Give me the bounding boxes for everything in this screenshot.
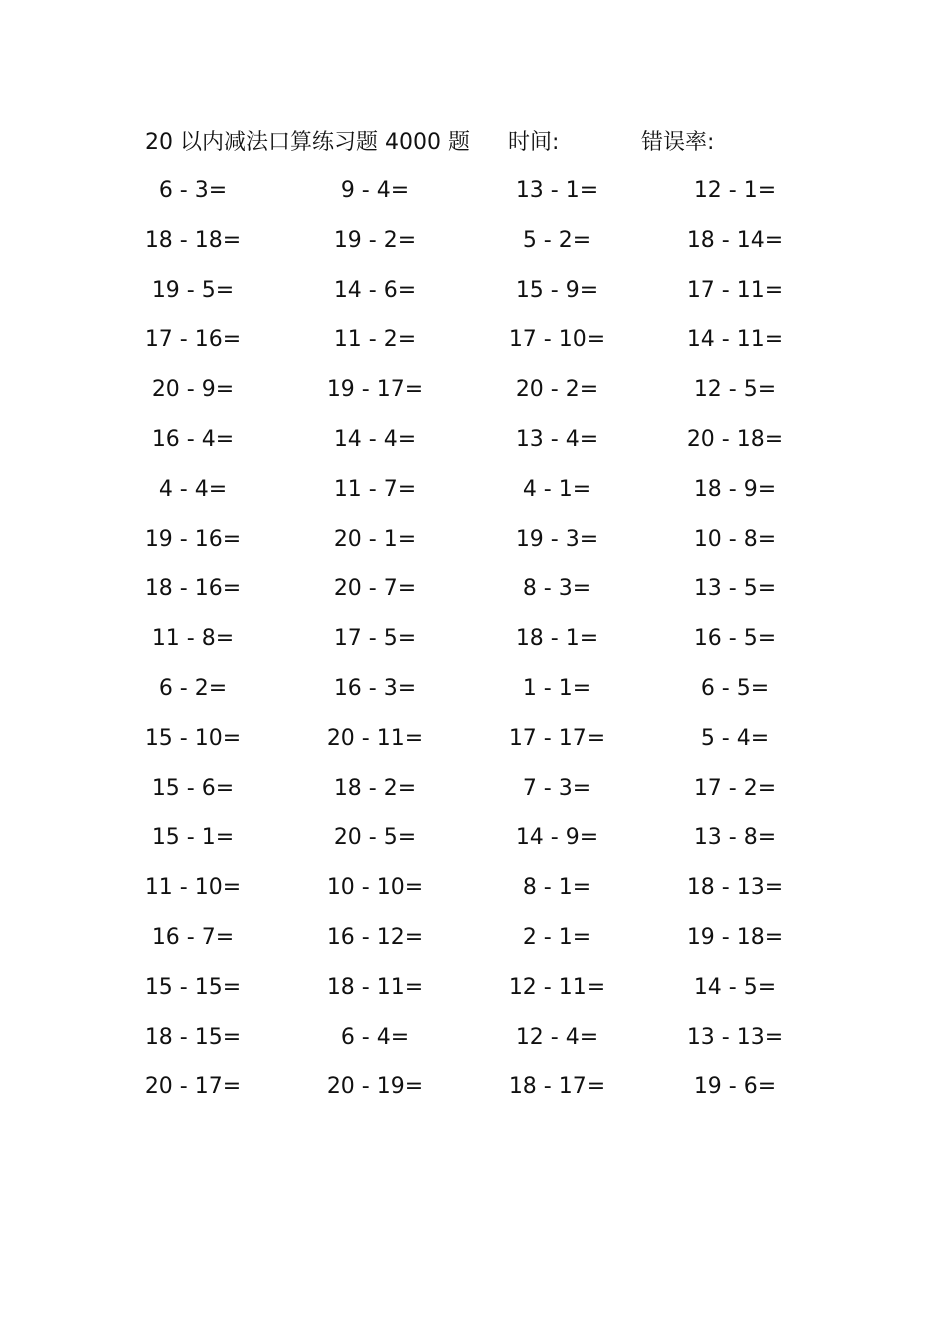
problem-cell: 18 - 14= [686,227,784,253]
problem-cell: 4 - 1= [522,476,592,502]
problem-cell: 11 - 10= [144,875,242,901]
problem-row [0,819,950,869]
problem-cell: 18 - 18= [144,227,242,253]
problem-row [0,1068,950,1118]
problem-row [0,969,950,1019]
problem-row [0,371,950,421]
problem-cell: 17 - 5= [333,626,417,652]
problem-row [0,869,950,919]
problem-cell: 20 - 9= [151,377,235,403]
problem-row [0,222,950,272]
problem-cell: 11 - 7= [333,476,417,502]
problem-cell: 14 - 6= [333,277,417,303]
problem-cell: 14 - 11= [686,327,784,353]
problem-cell: 2 - 1= [522,924,592,950]
error-rate-label: 错误率: [641,130,715,155]
problem-cell: 6 - 5= [700,675,770,701]
problem-cell: 6 - 3= [158,178,228,203]
problem-cell: 12 - 5= [693,377,777,403]
problem-cell: 14 - 4= [333,426,417,452]
problem-cell: 20 - 18= [686,426,784,452]
problem-cell: 18 - 1= [515,626,599,652]
problem-row [0,471,950,521]
problem-grid [0,172,950,1118]
problem-cell: 19 - 6= [693,1074,777,1100]
problem-cell: 13 - 8= [693,825,777,851]
problem-cell: 20 - 2= [515,377,599,403]
problem-cell: 1 - 1= [522,675,592,701]
problem-cell: 12 - 4= [515,1024,599,1050]
problem-cell: 17 - 17= [508,725,606,751]
problem-row [0,720,950,770]
problem-cell: 8 - 1= [522,875,592,901]
problem-cell: 11 - 2= [333,327,417,353]
problem-cell: 5 - 4= [700,725,770,751]
problem-cell: 19 - 16= [144,526,242,552]
problem-row [0,172,950,222]
problem-cell: 20 - 17= [144,1074,242,1100]
problem-cell: 18 - 15= [144,1024,242,1050]
problem-cell: 15 - 1= [151,825,235,851]
problem-cell: 19 - 3= [515,526,599,552]
problem-cell: 18 - 2= [333,775,417,801]
problem-cell: 15 - 9= [515,277,599,303]
problem-cell: 6 - 4= [340,1024,410,1050]
problem-cell: 17 - 11= [686,277,784,303]
problem-cell: 10 - 10= [326,875,424,901]
problem-cell: 16 - 7= [151,924,235,950]
problem-cell: 20 - 19= [326,1074,424,1100]
problem-cell: 6 - 2= [158,675,228,701]
problem-cell: 20 - 5= [333,825,417,851]
problem-cell: 18 - 17= [508,1074,606,1100]
problem-row [0,919,950,969]
problem-cell: 20 - 1= [333,526,417,552]
problem-cell: 18 - 11= [326,974,424,1000]
problem-cell: 11 - 8= [151,626,235,652]
problem-cell: 15 - 6= [151,775,235,801]
problem-cell: 10 - 8= [693,526,777,552]
worksheet-title: 20 以内减法口算练习题 4000 题 [145,130,470,155]
problem-cell: 19 - 17= [326,377,424,403]
problem-cell: 4 - 4= [158,476,228,502]
worksheet-header [0,125,950,161]
problem-cell: 12 - 11= [508,974,606,1000]
problem-row [0,770,950,820]
problem-cell: 9 - 4= [340,178,410,203]
problem-cell: 14 - 9= [515,825,599,851]
problem-row [0,1019,950,1069]
problem-cell: 17 - 16= [144,327,242,353]
problem-cell: 15 - 10= [144,725,242,751]
problem-cell: 19 - 18= [686,924,784,950]
problem-row [0,272,950,322]
problem-cell: 18 - 9= [693,476,777,502]
problem-cell: 15 - 15= [144,974,242,1000]
problem-cell: 17 - 10= [508,327,606,353]
problem-cell: 16 - 5= [693,626,777,652]
problem-cell: 13 - 13= [686,1024,784,1050]
problem-cell: 12 - 1= [693,178,777,203]
problem-row [0,521,950,571]
problem-cell: 13 - 1= [515,178,599,203]
problem-row [0,421,950,471]
problem-cell: 20 - 11= [326,725,424,751]
problem-row [0,620,950,670]
problem-row [0,670,950,720]
problem-cell: 18 - 16= [144,576,242,602]
problem-cell: 7 - 3= [522,775,592,801]
problem-row [0,321,950,371]
problem-cell: 16 - 12= [326,924,424,950]
problem-cell: 18 - 13= [686,875,784,901]
time-label: 时间: [508,130,560,155]
problem-cell: 14 - 5= [693,974,777,1000]
problem-cell: 16 - 3= [333,675,417,701]
problem-cell: 17 - 2= [693,775,777,801]
problem-row [0,570,950,620]
problem-cell: 19 - 5= [151,277,235,303]
problem-cell: 16 - 4= [151,426,235,452]
problem-cell: 8 - 3= [522,576,592,602]
problem-cell: 13 - 5= [693,576,777,602]
problem-cell: 5 - 2= [522,227,592,253]
problem-cell: 13 - 4= [515,426,599,452]
problem-cell: 19 - 2= [333,227,417,253]
problem-cell: 20 - 7= [333,576,417,602]
